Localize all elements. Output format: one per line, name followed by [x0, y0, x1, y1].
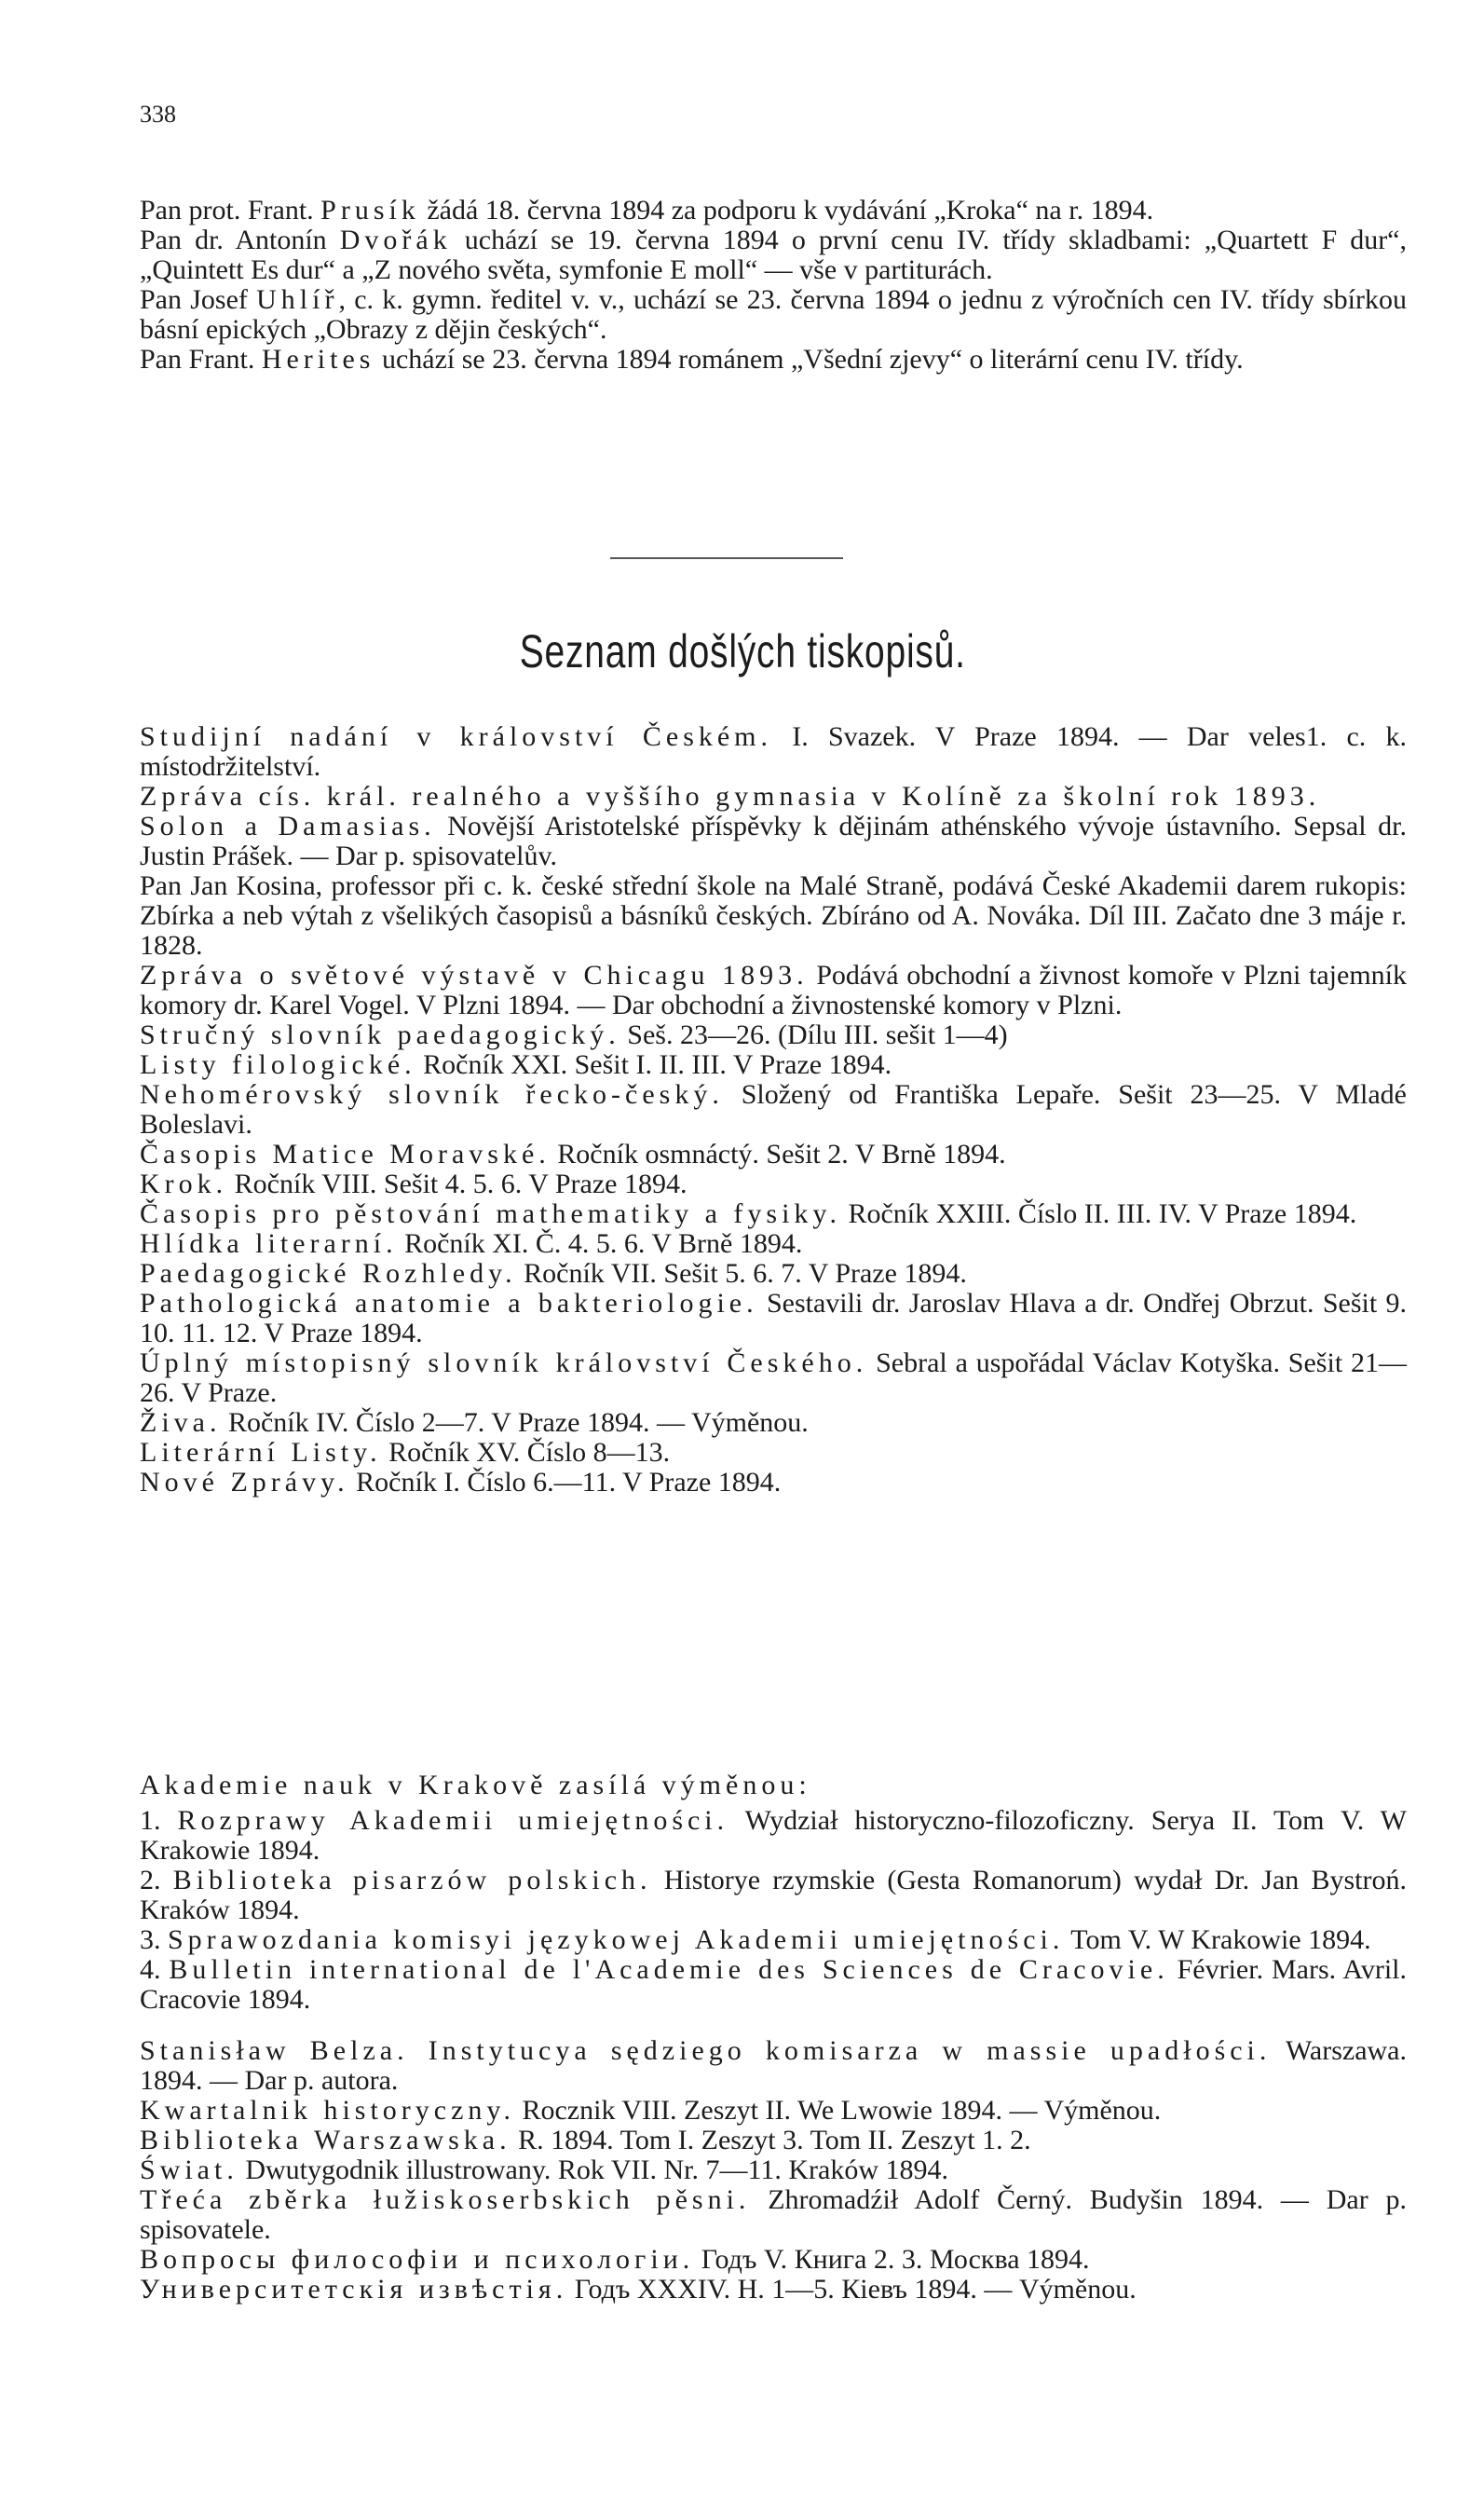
krakow-entry: 1. Rozprawy Akademii umiejętności. Wydział historyczno-filozoficzny. Serya II. Tom V. W Krakowie 1894.	[140, 1805, 1407, 1866]
publication-entry: Nové Zprávy. Ročník I. Číslo 6.—11. V Praze 1894.	[140, 1467, 782, 1498]
publication-entry: Solon a Damasias. Novější Aristotelské příspěvky k dějinám athénského vývoje ústavního. Sepsal dr. Justin Prášek. — Dar p. spisovatelův.	[140, 811, 1407, 871]
misc-entry: Świat. Dwutygodnik illustrowany. Rok VII. Nr. 7—11. Kraków 1894.	[140, 2154, 949, 2185]
notice-entry: Pan Josef Uhlíř, c. k. gymn. ředitel v. v., uchází se 23. června 1894 o jednu z výročních cen IV. třídy sbírkou básní epických „Obrazy z dějin českých“.	[140, 284, 1407, 345]
publication-entry: Zpráva o světové výstavě v Chicagu 1893. Podává obchodní a živnost komoře v Plzni tajemník komory dr. Karel Vogel. V Plzni 1894. — Dar obchodní a živnostenské komory v Plzni.	[140, 960, 1407, 1020]
publication-entry: Studijní nadání v království Českém. I. Svazek. V Praze 1894. — Dar veles1. c. k. místodržitelství.	[140, 721, 1407, 782]
krakow-entry: 3. Sprawozdania komisyi językowej Akademii umiejętności. Tom V. W Krakowie 1894.	[140, 1924, 1371, 1955]
publication-entry: Paedagogické Rozhledy. Ročník VII. Sešit 5. 6. 7. V Praze 1894.	[140, 1258, 967, 1289]
publication-entry: Živa. Ročník IV. Číslo 2—7. V Praze 1894. — Výměnou.	[140, 1407, 809, 1438]
publication-entry: Úplný místopisný slovník království Českého. Sebral a uspořádal Václav Kotyška. Sešit 21—26. V Praze.	[140, 1347, 1407, 1408]
publication-entry: Časopis pro pěstování mathematiky a fysiky. Ročník XXIII. Číslo II. III. IV. V Praze 1894.	[140, 1198, 1357, 1229]
krakow-entry: 2. Biblioteka pisarzów polskich. Historye rzymskie (Gesta Romanorum) wydał Dr. Jan Bystroń. Kraków 1894.	[140, 1865, 1408, 1925]
krakow-exchange-list	[140, 1771, 1407, 2015]
publication-entry: Pan Jan Kosina, professor při c. k. české střední škole na Malé Straně, podává České Akademii darem rukopis: Zbírka a neb výtah z všelikých časopisů a básníků českých. Zbíráno od A. Nováka. Díl III. Začato dne 3 máje r. 1828.	[140, 870, 1407, 961]
misc-entry: Университетскія извѣстія. Годъ XXXIV. Н. 1—5. Кіевъ 1894. — Výměnou.	[140, 2274, 1137, 2305]
publication-entry: Krok. Ročník VIII. Sešit 4. 5. 6. V Praze 1894.	[140, 1169, 688, 1199]
publication-entry: Pathologická anatomie a bakteriologie. Sestavili dr. Jaroslav Hlava a dr. Ondřej Obrzut. Sešit 9. 10. 11. 12. V Praze 1894.	[140, 1288, 1407, 1348]
publication-entry: Nehomérovský slovník řecko-český. Složený od Františka Lepaře. Sešit 23—25. V Mladé Boleslavi.	[140, 1079, 1407, 1140]
publication-entry: Literární Listy. Ročník XV. Číslo 8—13.	[140, 1437, 671, 1468]
misc-entry: Třeća zběrka łužiskoserbskich pěsni. Zhromadźił Adolf Černý. Budyšin 1894. — Dar p. spisovatele.	[140, 2184, 1407, 2245]
intro-notices	[140, 196, 1407, 375]
misc-entry: Kwartalnik historyczny. Rocznik VIII. Zeszyt II. We Lwowie 1894. — Výměnou.	[140, 2095, 1162, 2126]
publications-list	[140, 722, 1407, 1498]
publication-entry: Listy filologické. Ročník XXI. Sešit I. II. III. V Praze 1894.	[140, 1049, 892, 1080]
publication-entry: Stručný slovník paedagogický. Seš. 23—26. (Dílu III. sešit 1—4)	[140, 1019, 1008, 1050]
publication-entry: Zpráva cís. král. realného a vyššího gymnasia v Kolíně za školní rok 1893.	[140, 781, 1321, 812]
misc-publications-list	[140, 2036, 1407, 2305]
notice-entry: Pan prot. Frant. Prusík žádá 18. června 1894 za podporu k vydávání „Kroka“ na r. 1894.	[140, 195, 1154, 226]
misc-entry: Biblioteka Warszawska. R. 1894. Tom I. Zeszyt 3. Tom II. Zeszyt 1. 2.	[140, 2125, 1031, 2155]
publication-entry: Hlídka literarní. Ročník XI. Č. 4. 5. 6. V Brně 1894.	[140, 1228, 803, 1259]
misc-entry: Stanisław Belza. Instytucya sędziego komisarza w massie upadłości. Warszawa. 1894. — Dar p. autora.	[140, 2035, 1407, 2096]
krakow-heading: Akademie nauk v Krakově zasílá výměnou:	[140, 1770, 811, 1800]
page-number: 338	[140, 101, 176, 128]
section-title: Seznam došlých tiskopisů.	[519, 625, 966, 677]
section-divider	[610, 557, 843, 559]
notice-entry: Pan Frant. Herites uchází se 23. června 1894 románem „Všední zjevy“ o literární cenu IV. třídy.	[140, 344, 1244, 375]
krakow-entry: 4. Bulletin international de l'Academie des Sciences de Cracovie. Février. Mars. Avril. Cracovie 1894.	[140, 1954, 1407, 2015]
notice-entry: Pan dr. Antonín Dvořák uchází se 19. června 1894 o první cenu IV. třídy skladbami: „Quartett F dur“, „Quintett Es dur“ a „Z nového světa, symfonie E moll“ — vše v partiturách.	[140, 225, 1407, 285]
misc-entry: Вопросы философіи и психологіи. Годъ V. Книга 2. 3. Москва 1894.	[140, 2244, 1090, 2275]
publication-entry: Časopis Matice Moravské. Ročník osmnáctý. Sešit 2. V Brně 1894.	[140, 1139, 1006, 1170]
